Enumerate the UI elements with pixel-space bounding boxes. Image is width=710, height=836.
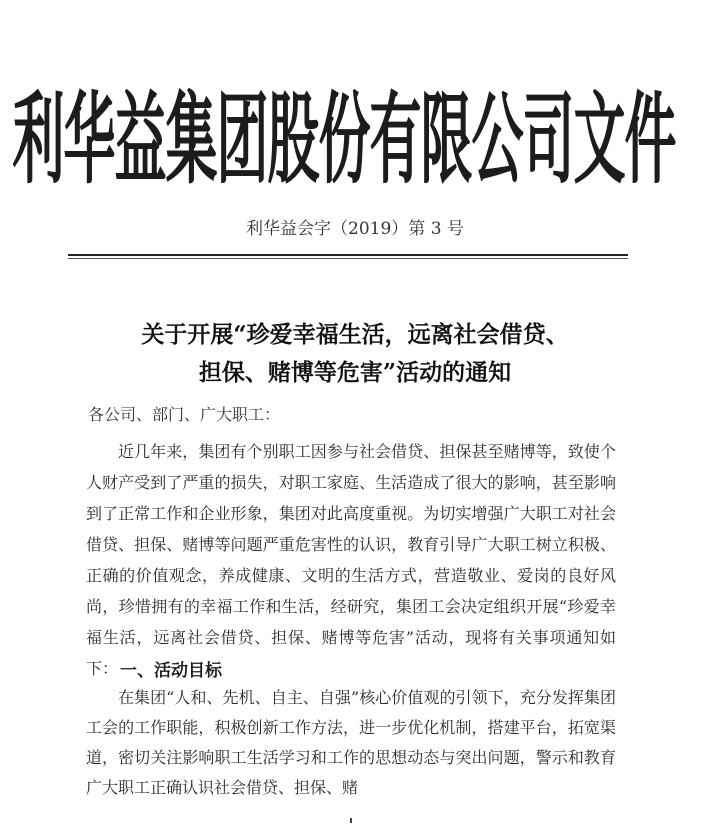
notice-title-line-2: 担保、赌博等危害”活动的通知 xyxy=(198,359,512,386)
salutation: 各公司、部门、广大职工： xyxy=(88,405,281,424)
document-header xyxy=(12,64,676,198)
body-paragraph: 近几年来，集团有个别职工因参与社会借贷、担保甚至赌博等，致使个人财产受到了严重的损失，对职工家庭、生活造成了很大的影响，甚至影响到了正常工作和企业形象，集团对此高度重视。为切实增强广大职工对社会借贷、担保、赌博等问题严重危害性的认识，教育引导广大职工树立积极、正确的价值观念，养成健康、文明的生活方式，营造敬业、爱岗的良好风尚，珍惜拥有的幸福工作和生活，经研究，集团工会决定组织开展“珍爱幸福生活，远离社会借贷、担保、赌博等危害”活动，现将有关事项通知如下： xyxy=(86,442,616,678)
header-divider-thin xyxy=(68,258,628,259)
section-paragraph: 在集团“人和、先机、自主、自强”核心价值观的引领下，充分发挥集团工会的工作职能，积极创新工作方法，进一步优化机制，搭建平台，拓宽渠道，密切关注影响职工生活学习和工作的思想动态与突出问题，警示和教育广大职工正确认识社会借贷、担保、赌 xyxy=(86,688,616,797)
document-number: 利华益会字（2019）第 3 号 xyxy=(246,219,464,239)
page-mark xyxy=(350,818,352,823)
org-title: 利华益集团股份有限公司文件 xyxy=(12,83,676,198)
header-divider xyxy=(68,254,628,256)
notice-title-line-1: 关于开展“珍爱幸福生活，远离社会借贷、 xyxy=(141,321,569,348)
section-heading: 一、活动目标 xyxy=(120,661,222,681)
